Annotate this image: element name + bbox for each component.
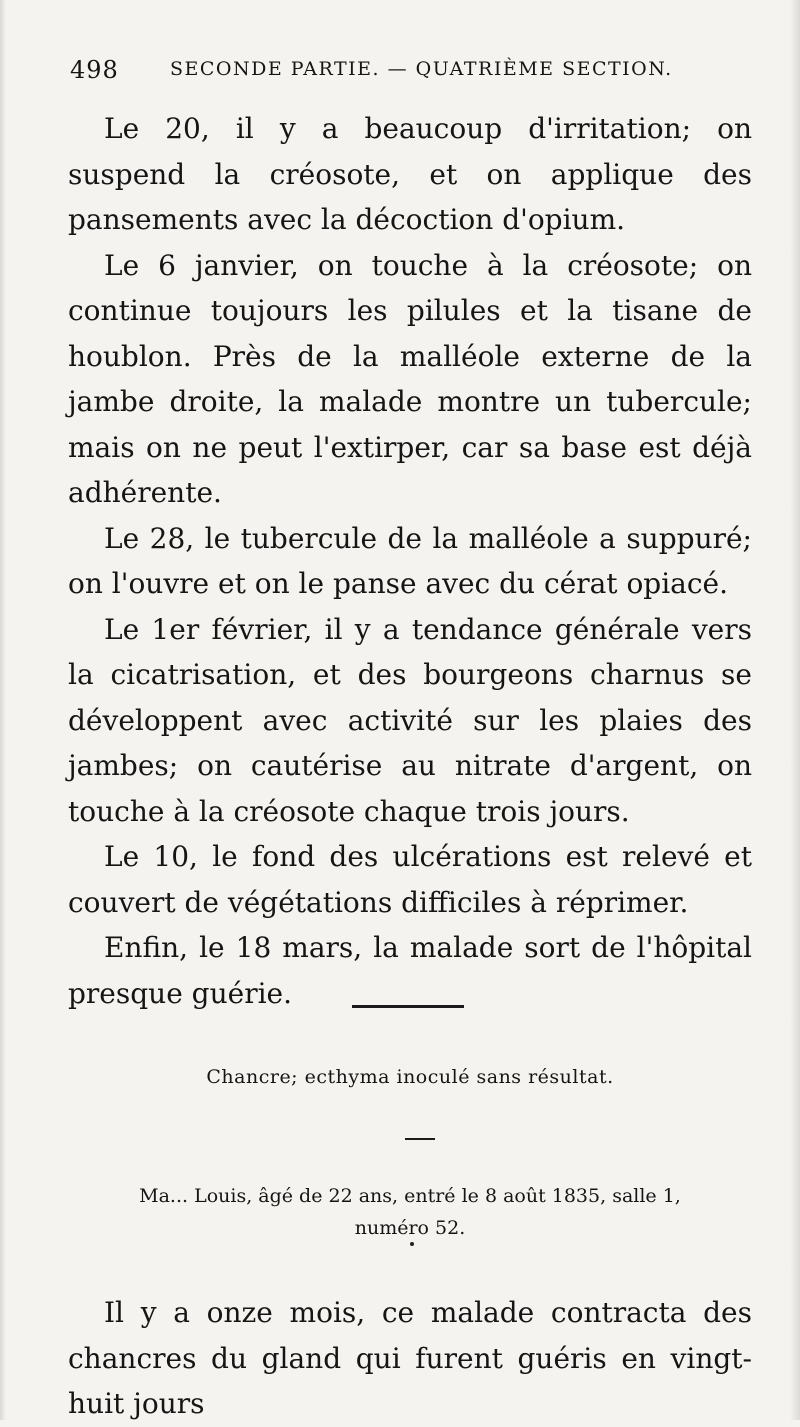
page-header — [70, 52, 750, 88]
case-header-line: Ma... Louis, âgé de 22 ans, entré le 8 août 1835, salle 1, — [139, 1185, 681, 1207]
paragraph: Enfin, le 18 mars, la malade sort de l'hôpital presque guérie. — [68, 931, 752, 1010]
closing-text — [68, 1290, 752, 1427]
page-number: 498 — [70, 56, 119, 84]
paragraph: Il y a onze mois, ce malade contracta des chancres du gland qui furent guéris en vingt-huit jours — [68, 1296, 752, 1420]
body-text — [68, 106, 752, 1016]
section-caption: Chancre; ecthyma inoculé sans résultat. — [206, 1066, 614, 1088]
section-divider — [352, 1005, 464, 1008]
paragraph: Le 1er février, il y a tendance générale vers la cicatrisation, et des bourgeons charnus se développent avec activité sur les plaies des jambes; on cautérise au nitrate d'argent, on touche à la créosote chaque trois jours. — [68, 612, 752, 828]
page-edge-left — [0, 0, 6, 1420]
case-header-line: numéro 52. — [354, 1217, 466, 1239]
paragraph: Le 10, le fond des ulcérations est relevé et couvert de végétations difficiles à réprimer. — [68, 840, 752, 919]
page-edge-right — [790, 0, 800, 1420]
paragraph: Le 20, il y a beaucoup d'irritation; on suspend la créosote, et on applique des pansements avec la décoction d'opium. — [68, 112, 752, 236]
case-header — [68, 1180, 752, 1244]
running-title: SECONDE PARTIE. — QUATRIÈME SECTION. — [170, 58, 673, 80]
caption-divider — [405, 1138, 435, 1140]
ornament-dot — [410, 1242, 414, 1246]
paragraph: Le 28, le tubercule de la malléole a suppuré; on l'ouvre et on le panse avec du cérat opiacé. — [68, 521, 752, 600]
paragraph: Le 6 janvier, on touche à la créosote; on continue toujours les pilules et la tisane de houblon. Près de la malléole externe de la jambe droite, la malade montre un tubercule; mais on ne peut l'extirper, car sa base est déjà adhérente. — [68, 248, 752, 509]
